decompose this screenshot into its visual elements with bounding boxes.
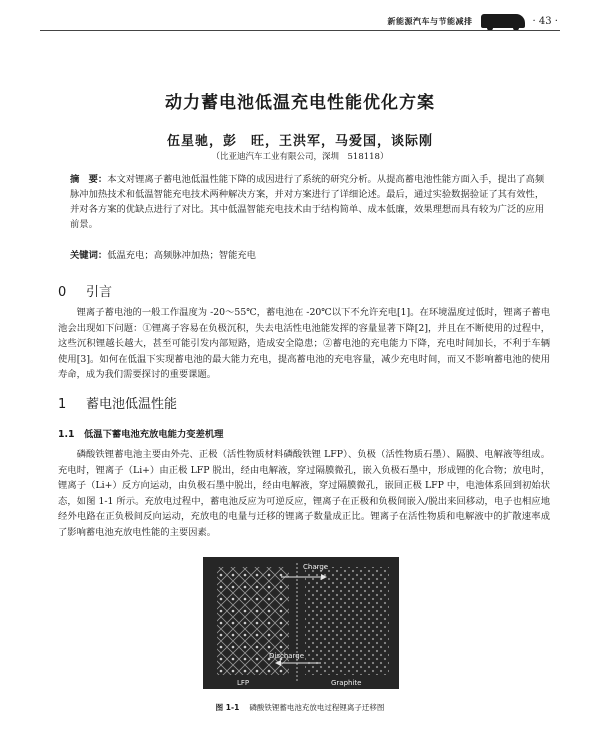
- section-0-title: 引言: [86, 285, 113, 300]
- graphite-label: Graphite: [331, 679, 362, 687]
- keywords: [70, 247, 548, 261]
- graphite-anode-lattice: [305, 567, 389, 675]
- header-rule: [40, 30, 560, 31]
- figure-1-1: [203, 557, 399, 689]
- section-0-number: 0: [58, 285, 67, 300]
- section-1-1-title: 低温下蓄电池充放电能力变差机理: [84, 429, 224, 440]
- section-1-1-number: 1.1: [58, 429, 75, 440]
- keywords-label: 关键词：: [70, 250, 108, 261]
- authors: 伍星驰，彭 旺，王洪军，马爱国，谈际刚: [166, 134, 433, 149]
- discharge-label: Discharge: [269, 652, 305, 660]
- figure-caption: [0, 702, 600, 713]
- abstract: [70, 172, 548, 232]
- mechanism-paragraph: 磷酸铁锂蓄电池主要由外壳、正极（活性物质材料磷酸铁锂 LFP）、负极（活性物质石墨）、隔膜、电解液等组成。充电时，锂离子（Li+）由正极 LFP 脱出，经由电解液，穿过隔膜微孔，嵌入负极石墨中，形成锂的化合物；放电时，锂离子（Li+）反方向运动，由负极石墨中脱出，经由电解液，穿过隔膜微孔，嵌回正极 LFP 中，电池体系回到初始状态，如图 1-1 所示。充放电过程中，蓄电池反应为可逆反应，锂离子在正极和负极间嵌入/脱出来回移动，电子也相应地经外电路在正负极间反向运动，充放电的电量与迁移的锂离子数量成正比。锂离子在活性物质和电解液中的扩散速率成了影响蓄电池充放电性能的主要因素。: [58, 449, 550, 538]
- intro-paragraph: 锂离子蓄电池的一般工作温度为 -20～55℃，蓄电池在 -20℃以下不允许充电[1]。在环境温度过低时，锂离子蓄电池会出现如下问题：①锂离子容易在负极沉积，失去电活性电池能发挥的容量显著下降[2]，并且在不断使用的过程中，这些沉积锂越长越大，甚至可能引发内部短路，造成安全隐患；②蓄电池的充电能力下降，充电时间加长，不利于车辆使用[3]。如何在低温下实现蓄电池的最大能力充电，提高蓄电池的充电容量，减少充电时间，而又不影响蓄电池的使用寿命，成为我们需要探讨的重要课题。: [58, 307, 550, 381]
- keywords-text: 低温充电；高频脉冲加热；智能充电: [107, 250, 256, 261]
- journal-name: 新能源汽车与节能减排: [387, 16, 473, 26]
- car-logo-icon: [481, 14, 525, 28]
- page-header: [388, 14, 558, 28]
- section-1-1-heading: [58, 426, 223, 440]
- affiliation: （比亚迪汽车工业有限公司，深圳 518118）: [211, 152, 389, 162]
- section-1-title: 蓄电池低温性能: [86, 397, 178, 412]
- figure-number: 图 1-1: [215, 703, 240, 712]
- charge-label: Charge: [303, 563, 329, 571]
- figure-caption-text: 磷酸铁锂蓄电池充放电过程锂离子迁移图: [249, 703, 385, 712]
- section-0-heading: [58, 281, 112, 300]
- section-1-number: 1: [58, 397, 67, 412]
- abstract-text: 本文对锂离子蓄电池低温性能下降的成因进行了系统的研究分析。从提高蓄电池性能方面入手，提出了高频脉冲加热技术和低温智能充电技术两种解决方案，并对方案进行了详细论述。最后，通过实验数据验证了其有效性，并对各方案的优缺点进行了对比。其中低温智能充电技术由于结构简单、成本低廉，效果理想而具有较为广泛的应用前景。: [70, 174, 545, 230]
- lfp-label: LFP: [237, 679, 250, 687]
- battery-diagram: [203, 557, 399, 689]
- abstract-label: 摘 要：: [70, 174, 108, 185]
- section-1-heading: [58, 393, 177, 412]
- article-title: 动力蓄电池低温充电性能优化方案: [165, 93, 435, 113]
- page-number: · 43 ·: [532, 15, 558, 27]
